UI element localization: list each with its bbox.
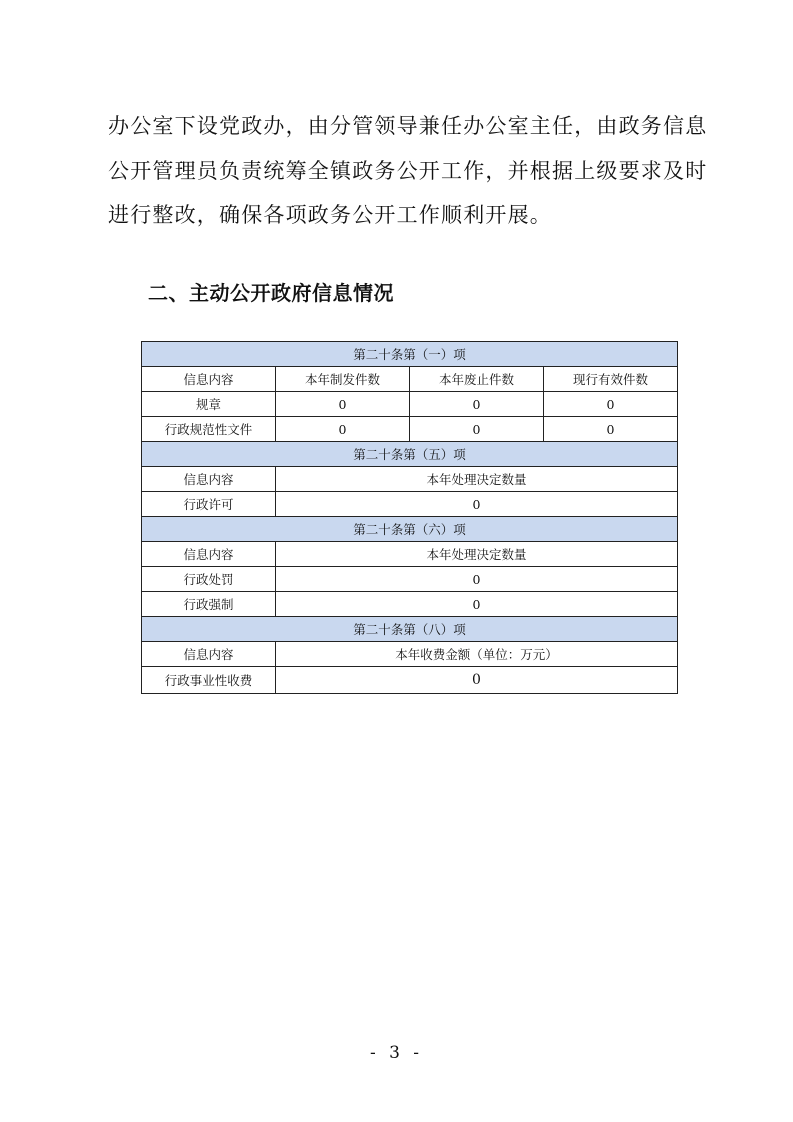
header-cell: 本年废止件数 xyxy=(410,367,544,392)
header-cell: 本年处理决定数量 xyxy=(276,542,678,567)
value-cell: 0 xyxy=(276,392,410,417)
header-cell: 信息内容 xyxy=(142,542,276,567)
header-cell: 信息内容 xyxy=(142,367,276,392)
header-cell: 现行有效件数 xyxy=(544,367,678,392)
value-cell: 0 xyxy=(276,592,678,617)
value-cell: 0 xyxy=(410,417,544,442)
value-cell: 0 xyxy=(276,492,678,517)
row-label: 行政事业性收费 xyxy=(142,667,276,694)
section-title: 第二十条第（八）项 xyxy=(142,617,678,642)
section-row-article-20-6 xyxy=(142,517,678,542)
header-cell: 信息内容 xyxy=(142,642,276,667)
section-row-article-20-1 xyxy=(142,342,678,367)
header-row xyxy=(142,467,678,492)
header-cell: 信息内容 xyxy=(142,467,276,492)
section-title: 第二十条第（五）项 xyxy=(142,442,678,467)
page-number: - 3 - xyxy=(369,1043,424,1063)
table-row xyxy=(142,592,678,617)
section-title: 第二十条第（六）项 xyxy=(142,517,678,542)
value-cell: 0 xyxy=(276,667,678,694)
section-row-article-20-5 xyxy=(142,442,678,467)
row-label: 行政许可 xyxy=(142,492,276,517)
value-cell: 0 xyxy=(276,417,410,442)
header-cell: 本年收费金额（单位：万元） xyxy=(276,642,678,667)
row-label: 行政处罚 xyxy=(142,567,276,592)
value-cell: 0 xyxy=(544,417,678,442)
table-row xyxy=(142,492,678,517)
section-title: 第二十条第（一）项 xyxy=(142,342,678,367)
header-cell: 本年处理决定数量 xyxy=(276,467,678,492)
header-row xyxy=(142,642,678,667)
row-label: 规章 xyxy=(142,392,276,417)
section-row-article-20-8 xyxy=(142,617,678,642)
value-cell: 0 xyxy=(410,392,544,417)
paragraph-line: 公开管理员负责统筹全镇政务公开工作，并根据上级要求及时 xyxy=(108,158,708,183)
row-label: 行政规范性文件 xyxy=(142,417,276,442)
header-cell: 本年制发件数 xyxy=(276,367,410,392)
table-row xyxy=(142,667,678,694)
value-cell: 0 xyxy=(544,392,678,417)
header-row xyxy=(142,542,678,567)
paragraph-line: 办公室下设党政办，由分管领导兼任办公室主任，由政务信息 xyxy=(108,114,708,138)
row-label: 行政强制 xyxy=(142,592,276,617)
table-row xyxy=(142,567,678,592)
paragraph-line: 进行整改，确保各项政务公开工作顺利开展。 xyxy=(108,203,552,227)
value-cell: 0 xyxy=(276,567,678,592)
info-disclosure-table xyxy=(141,341,678,694)
section-heading: 二、主动公开政府信息情况 xyxy=(148,281,394,305)
header-row xyxy=(142,367,678,392)
table-row xyxy=(142,392,678,417)
table-row xyxy=(142,417,678,442)
body-paragraph xyxy=(108,104,708,238)
